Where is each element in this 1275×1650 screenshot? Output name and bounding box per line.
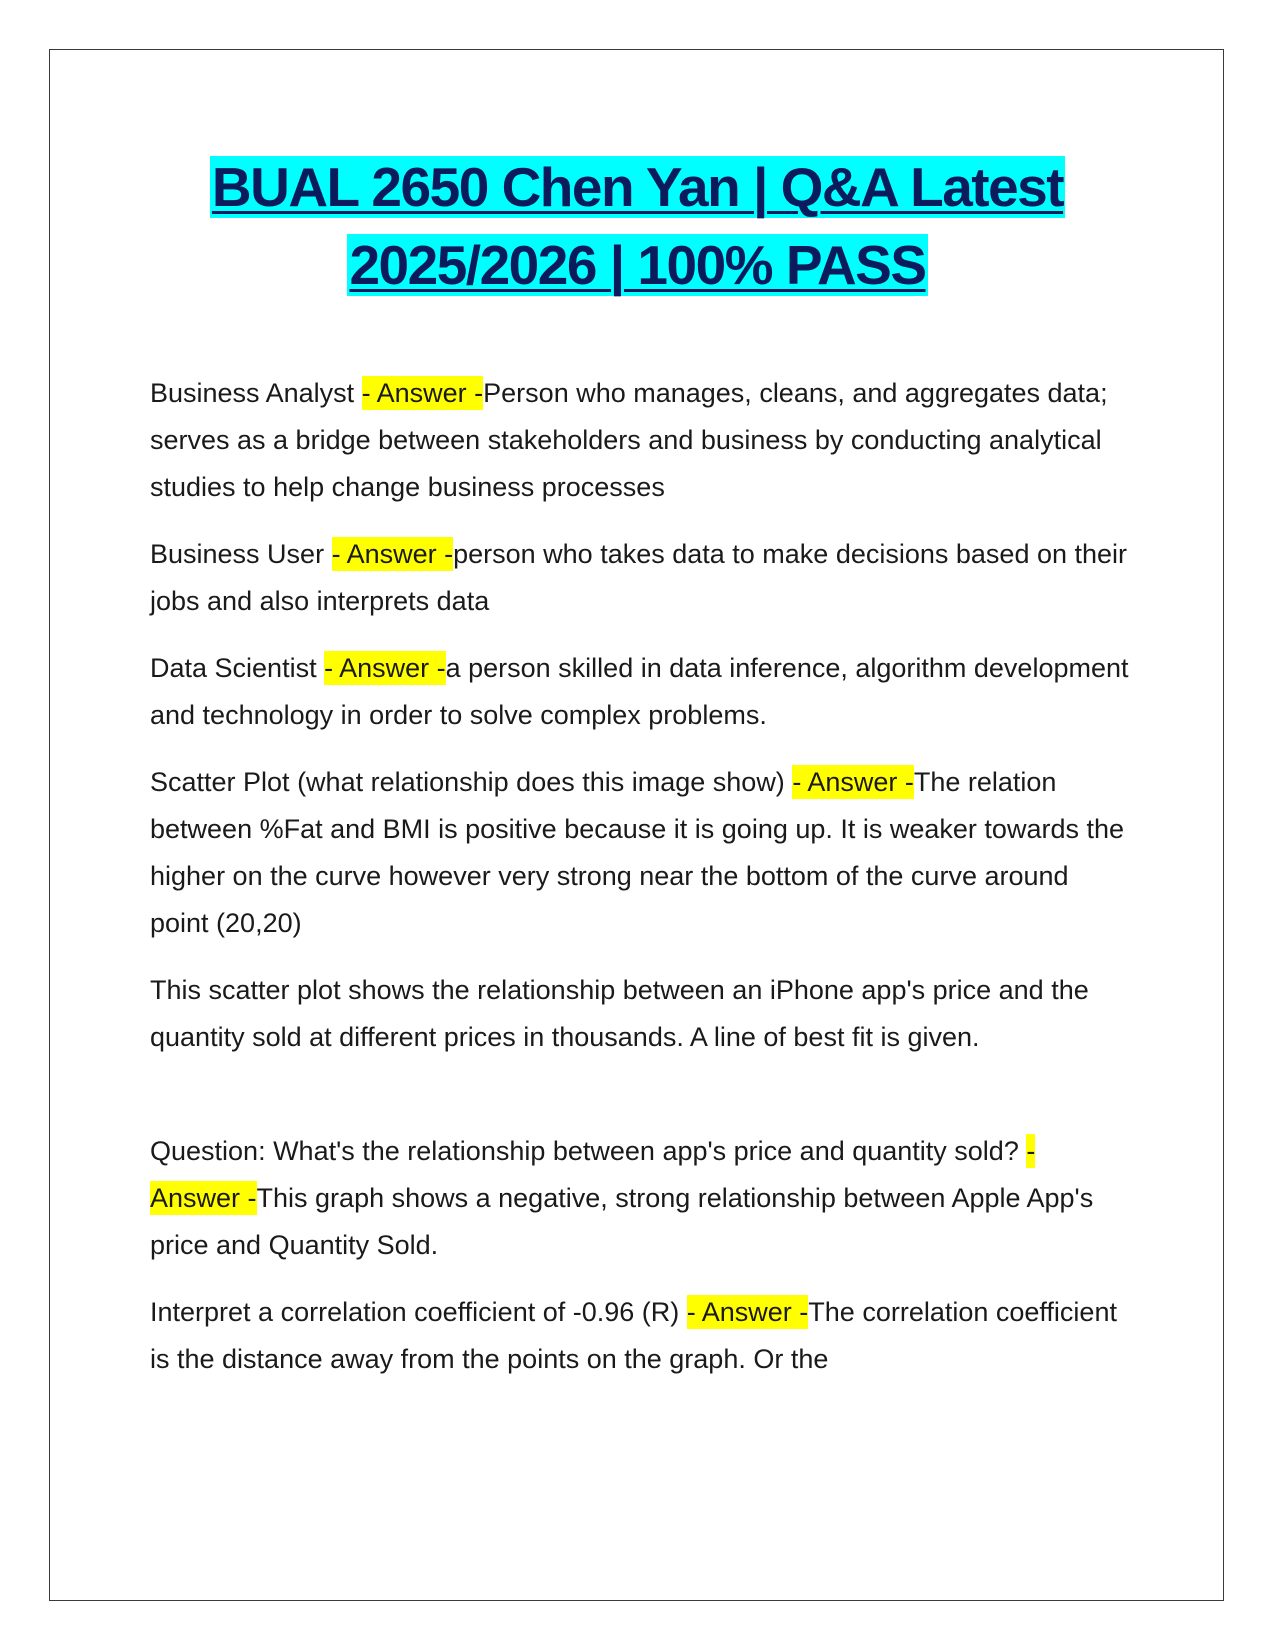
qa-term: Question: What's the relationship between app's price and quantity sold? — [150, 1136, 1027, 1166]
qa-definition: person who takes data to make decisions based on their jobs and also interprets data — [150, 539, 1128, 616]
qa-definition: a person skilled in data inference, algorithm development and technology in order to solve complex problems. — [150, 653, 1129, 730]
qa-item-correlation-coefficient — [150, 1289, 1130, 1383]
title-line-2: 2025/2026 | 100% PASS — [349, 234, 926, 296]
qa-term: Business Analyst — [150, 378, 362, 408]
qa-definition: The correlation coefficient is the distance away from the points on the graph. Or the — [150, 1297, 1117, 1374]
answer-marker: - Answer - — [361, 378, 484, 408]
qa-definition: Person who manages, cleans, and aggregates data; serves as a bridge between stakeholders and business by conducting analytical studies to help change business processes — [150, 378, 1108, 502]
qa-item-business-user — [150, 531, 1130, 625]
title-line-1: BUAL 2650 Chen Yan | Q&A Latest — [211, 156, 1064, 218]
document-body — [150, 370, 1130, 1403]
qa-term: Data Scientist — [150, 653, 325, 683]
answer-marker: - Answer - — [150, 1136, 1036, 1213]
qa-definition: The relation between %Fat and BMI is positive because it is going up. It is weaker towards the higher on the curve however very strong near the bottom of the curve around point (20,20) — [150, 767, 1125, 938]
qa-item-data-scientist — [150, 645, 1130, 739]
context-paragraph: This scatter plot shows the relationship between an iPhone app's price and the quantity sold at different prices in thousands. A line of best fit is given. — [150, 975, 1089, 1052]
answer-marker: - Answer - — [792, 767, 914, 797]
qa-term: Interpret a correlation coefficient of -0.96 (R) — [150, 1297, 687, 1327]
qa-item-price-quantity — [150, 1128, 1130, 1269]
qa-definition: This graph shows a negative, strong relationship between Apple App's price and Quantity Sold. — [150, 1183, 1094, 1260]
qa-item-business-analyst — [150, 370, 1130, 511]
qa-term: Scatter Plot (what relationship does this image show) — [150, 767, 793, 797]
qa-term: Business User — [150, 539, 332, 569]
qa-item-scatter-plot — [150, 759, 1130, 947]
answer-marker: - Answer - — [331, 539, 454, 569]
answer-marker: - Answer - — [324, 653, 446, 683]
answer-marker: - Answer - — [686, 1297, 809, 1327]
document-title — [60, 148, 1215, 304]
